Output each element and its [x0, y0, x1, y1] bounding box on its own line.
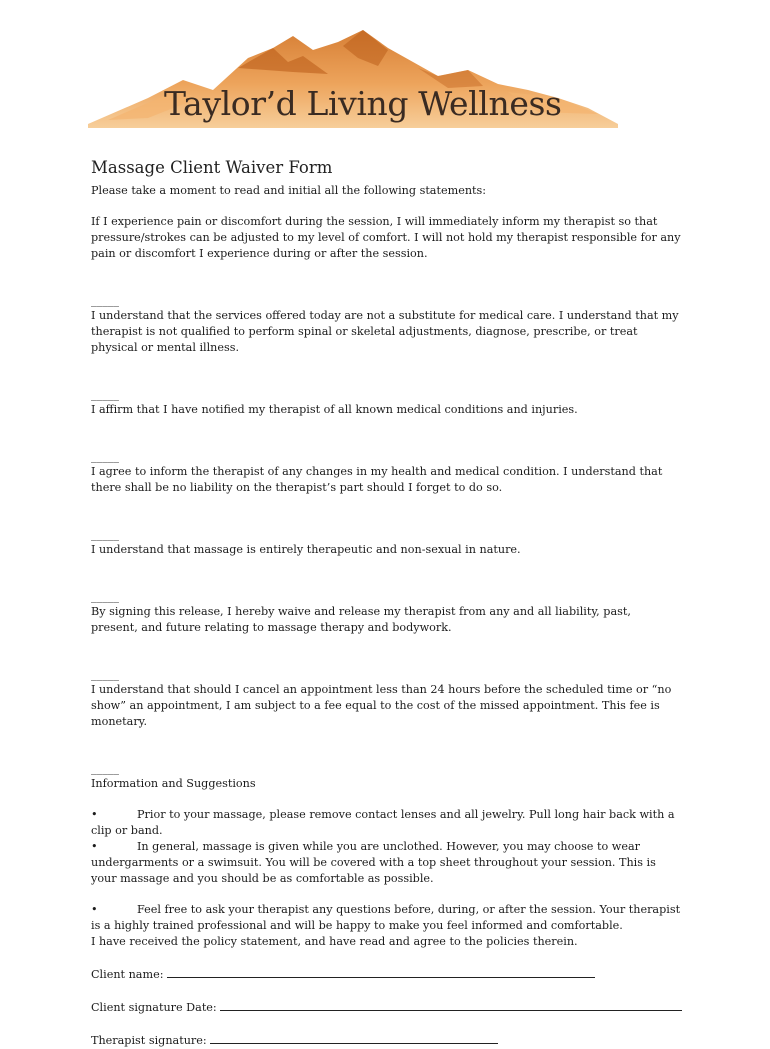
statement-4: I agree to inform the therapist of any changes in my health and medical condition. I understand that there shall be no liability on the therapist’s part should I forget to do so. — [91, 465, 663, 494]
info-heading: Information and Suggestions — [91, 777, 256, 790]
therapist-signature-row — [91, 1031, 681, 1049]
bullet-icon: • — [91, 840, 98, 853]
therapist-signature-field[interactable] — [210, 1031, 498, 1044]
statement-1: If I experience pain or discomfort during the session, I will immediately inform my therapist so that pressure/strokes can be adjusted to my level of comfort. I will not hold my therapist responsible for any pain or discomfort I experience during or after the session. — [91, 215, 681, 260]
client-name-label: Client name: — [91, 968, 164, 981]
bullet-text-2: In general, massage is given while you are unclothed. However, you may choose to wear undergarments or a swimsuit. You will be covered with a top sheet throughout your session. This is your massage and you should be as comfortable as possible. — [91, 840, 656, 885]
statement-7: I understand that should I cancel an appointment less than 24 hours before the scheduled time or “no show” an appointment, I am subject to a fee equal to the cost of the missed appointment. This fee is monetary. — [91, 683, 672, 728]
bullet-text-3: Feel free to ask your therapist any questions before, during, or after the session. Your therapist is a highly trained professional and will be happy to make you feel informed and comfortable. — [91, 903, 681, 932]
bullet-icon: • — [91, 808, 98, 821]
client-signature-label: Client signature Date: — [91, 1001, 217, 1014]
form-body — [91, 158, 681, 1049]
bullet-item-3 — [91, 902, 681, 934]
therapist-signature-label: Therapist signature: — [91, 1034, 207, 1047]
initial-blank-2[interactable]: _____ — [91, 388, 119, 401]
bullet-item-2 — [91, 839, 681, 887]
initial-blank-5[interactable]: _____ — [91, 590, 119, 603]
form-title: Massage Client Waiver Form — [91, 158, 333, 177]
client-name-field[interactable] — [167, 965, 595, 978]
instructions-text: Please take a moment to read and initial all the following statements: — [91, 184, 487, 197]
statement-6: By signing this release, I hereby waive and release my therapist from any and all liability, past, present, and future relating to massage therapy and bodywork. — [91, 605, 631, 634]
client-name-row — [91, 965, 681, 983]
header-banner — [88, 28, 618, 136]
client-signature-row — [91, 998, 681, 1016]
bullet-item-1 — [91, 807, 681, 839]
initial-blank-4[interactable]: _____ — [91, 528, 119, 541]
brand-name: Taylor’d Living Wellness — [164, 84, 562, 123]
bullet-text-1: Prior to your massage, please remove contact lenses and all jewelry. Pull long hair back with a clip or band. — [91, 808, 675, 837]
statement-2: I understand that the services offered today are not a substitute for medical care. I understand that my therapist is not qualified to perform spinal or skeletal adjustments, diagnose, prescribe, or treat physical or mental illness. — [91, 309, 679, 354]
initial-blank-6[interactable]: _____ — [91, 668, 119, 681]
statement-3: I affirm that I have notified my therapist of all known medical conditions and injuries. — [91, 403, 578, 416]
statement-5: I understand that massage is entirely therapeutic and non-sexual in nature. — [91, 543, 521, 556]
client-signature-field[interactable] — [220, 998, 682, 1011]
initial-blank-7[interactable]: _____ — [91, 762, 119, 775]
bullet-icon: • — [91, 903, 98, 916]
initial-blank-1[interactable]: _____ — [91, 294, 119, 307]
initial-blank-3[interactable]: _____ — [91, 450, 119, 463]
acknowledgement-text: I have received the policy statement, and have read and agree to the policies therein. — [91, 935, 578, 948]
